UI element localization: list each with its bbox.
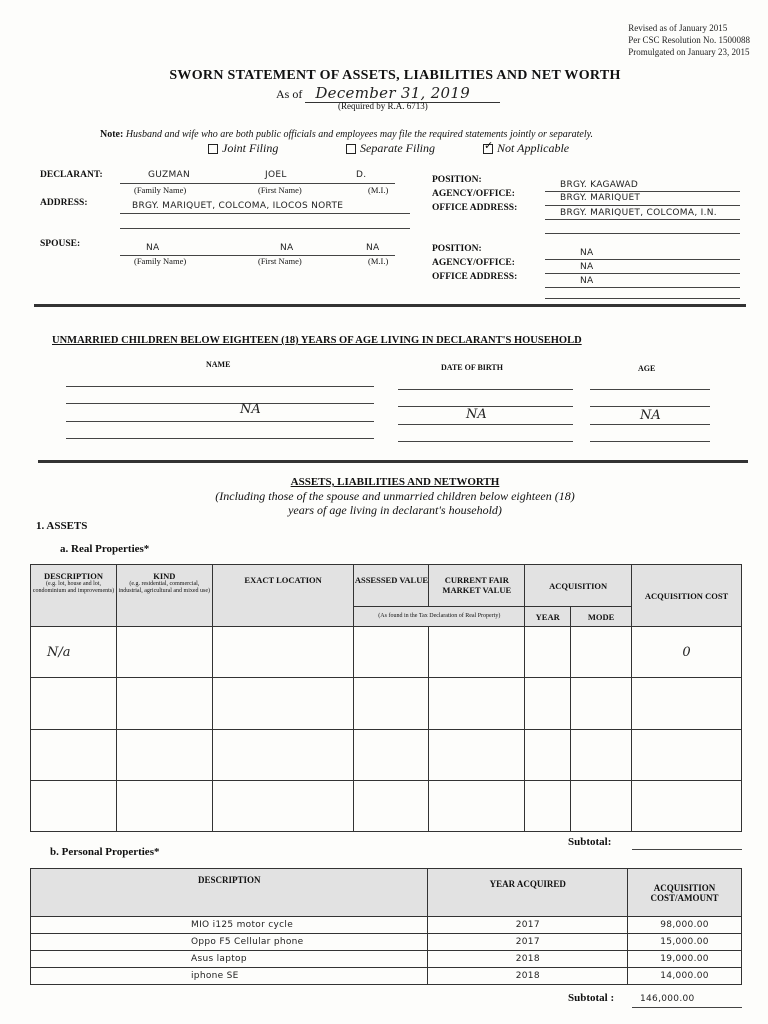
pp-year: 2018 <box>428 968 628 985</box>
spouse-agency: NA <box>580 262 594 272</box>
pp-header-year: YEAR ACQUIRED <box>428 869 628 917</box>
pp-description: Asus laptop <box>31 951 428 968</box>
header-fair: CURRENT FAIR MARKET VALUE <box>429 565 525 607</box>
spouse-agency-label: AGENCY/OFFICE: <box>432 258 515 268</box>
joint-filing-checkbox[interactable] <box>208 144 218 154</box>
table-cell <box>571 627 632 678</box>
personal-properties-heading: b. Personal Properties* <box>50 846 160 858</box>
table-cell <box>632 780 742 831</box>
spouse-office-line <box>545 287 740 288</box>
declarant-family-caption: (Family Name) <box>134 185 187 195</box>
agency-line <box>545 205 740 206</box>
office-line <box>545 219 740 220</box>
child-line-4 <box>66 438 374 439</box>
pp-year: 2018 <box>428 951 628 968</box>
pp-cost: 19,000.00 <box>628 951 742 968</box>
not-applicable-option[interactable]: ✓ Not Applicable <box>483 141 569 156</box>
header-acquisition: ACQUISITION <box>525 565 632 607</box>
table-cell <box>116 678 212 729</box>
table-cell <box>632 678 742 729</box>
table-row <box>31 780 742 831</box>
table-cell <box>31 729 117 780</box>
table-cell <box>571 780 632 831</box>
pp-cost: 15,000.00 <box>628 934 742 951</box>
pp-cost: 14,000.00 <box>628 968 742 985</box>
table-row <box>31 934 742 951</box>
table-cell <box>354 780 429 831</box>
header-assessed: ASSESSED VALUE <box>354 565 429 607</box>
age-line-3 <box>590 424 710 425</box>
table-cell <box>525 627 571 678</box>
table-cell <box>571 729 632 780</box>
table-cell <box>429 729 525 780</box>
table-cell <box>525 780 571 831</box>
children-dob-header: DATE OF BIRTH <box>441 363 503 372</box>
pp-cost: 98,000.00 <box>628 917 742 934</box>
table-cell <box>354 627 429 678</box>
declarant-office-address: BRGY. MARIQUET, COLCOMA, I.N. <box>560 208 717 218</box>
page-title: SWORN STATEMENT OF ASSETS, LIABILITIES AND NET WORTH <box>169 68 621 83</box>
dob-line-3 <box>398 424 573 425</box>
table-cell <box>571 678 632 729</box>
revision-note: Revised as of January 2015 Per CSC Resolution No. 1500088 Promulgated on January 23, 2015 <box>628 23 750 57</box>
table-cell <box>212 678 354 729</box>
child-name: NA <box>240 402 261 417</box>
position-line <box>545 191 740 192</box>
pp-year: 2017 <box>428 934 628 951</box>
as-of-date: December 31, 2019 <box>305 84 500 103</box>
spouse-family-caption: (Family Name) <box>134 256 187 266</box>
position-label: POSITION: <box>432 175 482 185</box>
pp-description: iphone SE <box>31 968 428 985</box>
office-address-label: OFFICE ADDRESS: <box>432 203 518 213</box>
spouse-mi-caption: (M.I.) <box>368 256 389 266</box>
spouse-position-label: POSITION: <box>432 244 482 254</box>
real-subtotal-line <box>632 849 742 850</box>
table-cell <box>116 729 212 780</box>
spouse-office-address: NA <box>580 276 594 286</box>
address-line-2 <box>120 228 410 229</box>
table-row <box>31 968 742 985</box>
table-cell <box>429 678 525 729</box>
not-applicable-checkbox[interactable] <box>483 144 493 154</box>
declarant-family-name: GUZMAN <box>148 170 191 180</box>
address-line <box>120 213 410 214</box>
real-description-cell: N/a <box>31 627 117 678</box>
declarant-first-name: JOEL <box>265 170 287 180</box>
spouse-mi: NA <box>366 243 380 253</box>
child-dob: NA <box>466 407 487 422</box>
alnw-sub-2: years of age living in declarant's household) <box>288 503 502 517</box>
table-cell <box>354 678 429 729</box>
spouse-family-name: NA <box>146 243 160 253</box>
table-cell <box>429 627 525 678</box>
table-cell <box>429 780 525 831</box>
children-age-header: AGE <box>638 364 656 373</box>
table-row <box>31 729 742 780</box>
table-row <box>31 627 742 678</box>
header-year: YEAR <box>525 607 571 627</box>
pp-description: MIO i125 motor cycle <box>31 917 428 934</box>
pp-description: Oppo F5 Cellular phone <box>31 934 428 951</box>
declarant-name-line <box>120 183 395 184</box>
table-row <box>31 678 742 729</box>
real-subtotal-label: Subtotal: <box>568 836 612 848</box>
declarant-first-caption: (First Name) <box>258 185 302 195</box>
separate-filing-option[interactable]: Separate Filing <box>346 141 435 156</box>
age-line-4 <box>590 441 710 442</box>
spouse-position: NA <box>580 248 594 258</box>
dob-line-1 <box>398 389 573 390</box>
table-row <box>31 917 742 934</box>
alnw-sub-1: (Including those of the spouse and unmarried children below eighteen (18) <box>215 489 575 503</box>
header-description: DESCRIPTION (e.g. lot, house and lot, condominium and improvements) <box>31 565 117 627</box>
spouse-first-caption: (First Name) <box>258 256 302 266</box>
spouse-agency-line <box>545 273 740 274</box>
section-divider <box>34 304 746 307</box>
header-cost: ACQUISITION COST <box>632 565 742 627</box>
real-properties-table <box>30 564 742 832</box>
table-cell <box>354 729 429 780</box>
children-name-header: NAME <box>206 360 231 369</box>
header-kind: KIND (e.g. residential, commercial, industrial, agricultural and mixed use) <box>116 565 212 627</box>
table-cell <box>116 780 212 831</box>
spouse-office-label: OFFICE ADDRESS: <box>432 272 518 282</box>
real-cost-cell: 0 <box>632 627 742 678</box>
declarant-label: DECLARANT: <box>40 170 103 180</box>
as-of-line <box>276 84 500 102</box>
spouse-label: SPOUSE: <box>40 239 81 249</box>
table-cell <box>116 627 212 678</box>
table-row <box>31 951 742 968</box>
table-cell <box>212 780 354 831</box>
as-of-label: As of <box>276 87 303 101</box>
header-location: EXACT LOCATION <box>212 565 354 627</box>
child-line-1 <box>66 386 374 387</box>
declarant-position: BRGY. KAGAWAD <box>560 180 639 190</box>
assets-heading: 1. ASSETS <box>36 520 88 532</box>
table-cell <box>212 627 354 678</box>
pp-year: 2017 <box>428 917 628 934</box>
spouse-office-line-2 <box>545 298 740 299</box>
agency-label: AGENCY/OFFICE: <box>432 189 515 199</box>
real-properties-heading: a. Real Properties* <box>60 543 150 555</box>
address-label: ADDRESS: <box>40 198 88 208</box>
children-heading: UNMARRIED CHILDREN BELOW EIGHTEEN (18) YEARS OF AGE LIVING IN DECLARANT'S HOUSEHOLD <box>52 335 582 346</box>
personal-subtotal-label: Subtotal : <box>568 992 615 1004</box>
pp-header-description: DESCRIPTION <box>31 869 428 917</box>
required-by: (Required by R.A. 6713) <box>338 101 428 111</box>
declarant-mi: D. <box>356 170 367 180</box>
table-cell <box>632 729 742 780</box>
separate-filing-checkbox[interactable] <box>346 144 356 154</box>
personal-subtotal-value: 146,000.00 <box>640 994 695 1004</box>
declarant-address: BRGY. MARIQUET, COLCOMA, ILOCOS NORTE <box>132 201 344 211</box>
personal-subtotal-line <box>632 1007 742 1008</box>
age-line-2 <box>590 406 710 407</box>
age-line-1 <box>590 389 710 390</box>
header-mode: MODE <box>571 607 632 627</box>
note-text: Husband and wife who are both public officials and employees may file the required statements jointly or separately. <box>125 129 593 140</box>
table-cell <box>525 678 571 729</box>
spouse-first-name: NA <box>280 243 294 253</box>
personal-properties-table <box>30 868 742 985</box>
declarant-agency: BRGY. MARIQUET <box>560 193 641 203</box>
pp-header-cost: ACQUISITION COST/AMOUNT <box>628 869 742 917</box>
alnw-heading: ASSETS, LIABILITIES AND NETWORTH <box>290 476 500 488</box>
declarant-mi-caption: (M.I.) <box>368 185 389 195</box>
table-cell <box>31 678 117 729</box>
table-cell <box>212 729 354 780</box>
table-cell <box>525 729 571 780</box>
filing-note <box>100 129 593 140</box>
child-age: NA <box>640 408 661 423</box>
spouse-position-line <box>545 259 740 260</box>
child-line-2 <box>66 403 374 404</box>
header-fair-sub: (As found in the Tax Declaration of Real Property) <box>354 607 525 627</box>
section-divider-2 <box>38 460 748 463</box>
child-line-3 <box>66 421 374 422</box>
table-cell <box>31 780 117 831</box>
joint-filing-option[interactable]: Joint Filing <box>208 141 278 156</box>
office-line-2 <box>545 233 740 234</box>
note-label: Note: <box>100 129 124 140</box>
dob-line-4 <box>398 441 573 442</box>
